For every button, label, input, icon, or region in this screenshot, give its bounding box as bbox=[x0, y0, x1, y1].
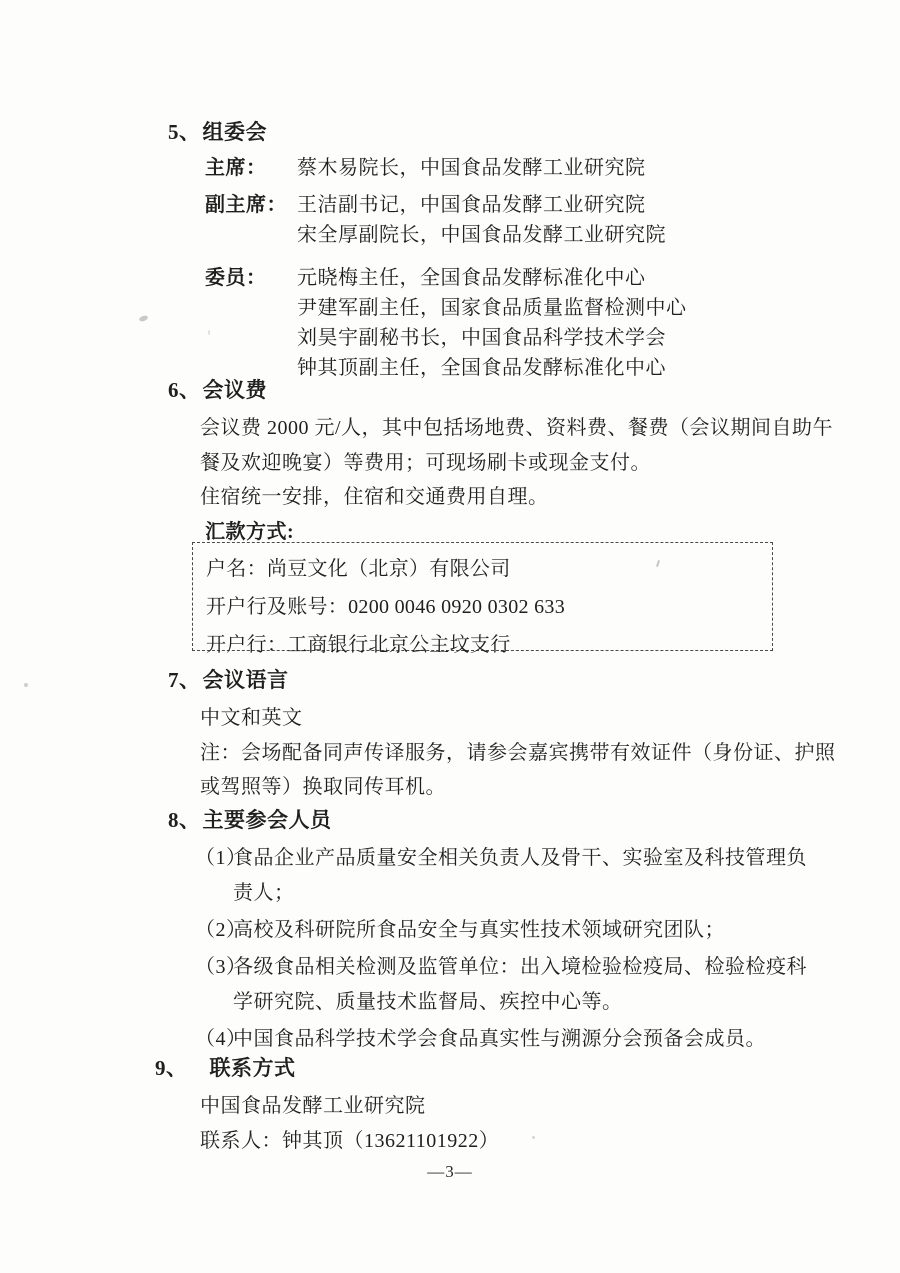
scan-artifact bbox=[532, 1136, 535, 1139]
member-line: 蔡木易院长，中国食品发酵工业研究院 bbox=[297, 157, 646, 179]
list-item bbox=[195, 950, 900, 1020]
section-main-participants bbox=[0, 804, 900, 1059]
list-item-marker: （2） bbox=[195, 919, 247, 941]
member-line: 钟其顶副主任，全国食品发酵标准化中心 bbox=[297, 357, 666, 379]
list-item-line: 高校及科研院所食品安全与真实性技术领域研究团队； bbox=[233, 919, 725, 941]
list-item-line: 各级食品相关检测及监管单位：出入境检验检疫局、检验检疫科 bbox=[233, 956, 807, 978]
section-title: 会议语言 bbox=[202, 668, 289, 692]
committee-row-vice-chair bbox=[205, 190, 900, 250]
role-label: 主席： bbox=[205, 157, 267, 179]
participants-list bbox=[0, 841, 900, 1057]
role-label: 委员： bbox=[205, 267, 267, 289]
committee-row-members bbox=[205, 263, 900, 383]
section-heading bbox=[0, 374, 900, 407]
member-line: 刘昊宇副秘书长，中国食品科学技术学会 bbox=[297, 327, 666, 349]
section-title: 会议费 bbox=[202, 378, 267, 402]
note-line: 注：会场配备同声传译服务，请参会嘉宾携带有效证件（身份证、护照 bbox=[200, 741, 836, 764]
section-conference-language bbox=[0, 664, 900, 805]
section-number: 5、 bbox=[168, 120, 201, 144]
scan-artifact bbox=[24, 683, 28, 687]
role-members bbox=[297, 263, 687, 383]
language-paragraph bbox=[0, 701, 900, 805]
bank-branch: 开户行：工商银行北京公主坟支行 bbox=[206, 634, 511, 656]
contact-person-line: 联系人：钟其顶（13621101922） bbox=[200, 1129, 500, 1152]
section-number: 9、 bbox=[155, 1056, 188, 1080]
section-number: 8、 bbox=[168, 808, 201, 832]
list-item-line: 中国食品科学技术学会食品真实性与溯源分会预备会成员。 bbox=[233, 1028, 766, 1050]
section-contact bbox=[0, 1052, 900, 1158]
contact-paragraph bbox=[0, 1089, 900, 1158]
fee-line: 会议费 2000 元/人，其中包括场地费、资料费、餐费（会议期间自助午 bbox=[200, 417, 834, 439]
section-number: 7、 bbox=[168, 668, 201, 692]
list-item-line: 学研究院、质量技术监督局、疾控中心等。 bbox=[233, 991, 623, 1013]
bank-info-box bbox=[192, 542, 773, 656]
section-title: 联系方式 bbox=[209, 1056, 296, 1080]
section-title: 组委会 bbox=[202, 120, 267, 144]
section-conference-fee bbox=[0, 374, 900, 547]
member-line: 元晓梅主任，全国食品发酵标准化中心 bbox=[297, 267, 646, 289]
list-item-text bbox=[233, 913, 725, 948]
fee-line: 餐及欢迎晚宴）等费用；可现场刷卡或现金支付。 bbox=[200, 451, 651, 474]
organization-line: 中国食品发酵工业研究院 bbox=[200, 1095, 426, 1117]
language-line: 中文和英文 bbox=[200, 707, 303, 729]
section-organizing-committee bbox=[0, 116, 900, 390]
lodging-line: 住宿统一安排，住宿和交通费用自理。 bbox=[200, 486, 549, 508]
role-members bbox=[297, 153, 646, 183]
committee-list bbox=[0, 153, 900, 383]
section-number: 6、 bbox=[168, 378, 201, 402]
list-item bbox=[195, 913, 900, 948]
list-item-line: 食品企业产品质量安全相关负责人及骨干、实验室及科技管理负 bbox=[233, 847, 807, 869]
section-heading bbox=[0, 1052, 900, 1085]
member-line: 尹建军副主任，国家食品质量监督检测中心 bbox=[297, 297, 687, 319]
member-line: 王洁副书记，中国食品发酵工业研究院 bbox=[297, 194, 646, 216]
role-members bbox=[297, 190, 666, 250]
committee-row-chair bbox=[205, 153, 900, 183]
list-item-marker: （4） bbox=[195, 1028, 247, 1050]
list-item-marker: （1） bbox=[195, 847, 247, 869]
list-item-line: 责人； bbox=[233, 882, 295, 904]
page-number: —3— bbox=[427, 1162, 473, 1181]
list-item-marker: （3） bbox=[195, 956, 247, 978]
list-item-text bbox=[233, 841, 807, 911]
list-item-text bbox=[233, 950, 807, 1020]
scan-artifact bbox=[208, 330, 210, 335]
section-title: 主要参会人员 bbox=[202, 808, 332, 832]
fee-paragraph bbox=[0, 411, 900, 515]
section-heading bbox=[0, 116, 900, 149]
bank-account-name: 户名：尚豆文化（北京）有限公司 bbox=[206, 558, 511, 580]
list-item bbox=[195, 841, 900, 911]
role-label: 副主席： bbox=[205, 194, 287, 216]
remittance-label: 汇款方式: bbox=[205, 520, 295, 543]
section-heading bbox=[0, 804, 900, 837]
member-line: 宋全厚副院长，中国食品发酵工业研究院 bbox=[297, 224, 666, 246]
note-line: 或驾照等）换取同传耳机。 bbox=[200, 776, 446, 798]
section-heading bbox=[0, 664, 900, 697]
bank-and-account-number: 开户行及账号：0200 0046 0920 0302 633 bbox=[206, 596, 565, 618]
